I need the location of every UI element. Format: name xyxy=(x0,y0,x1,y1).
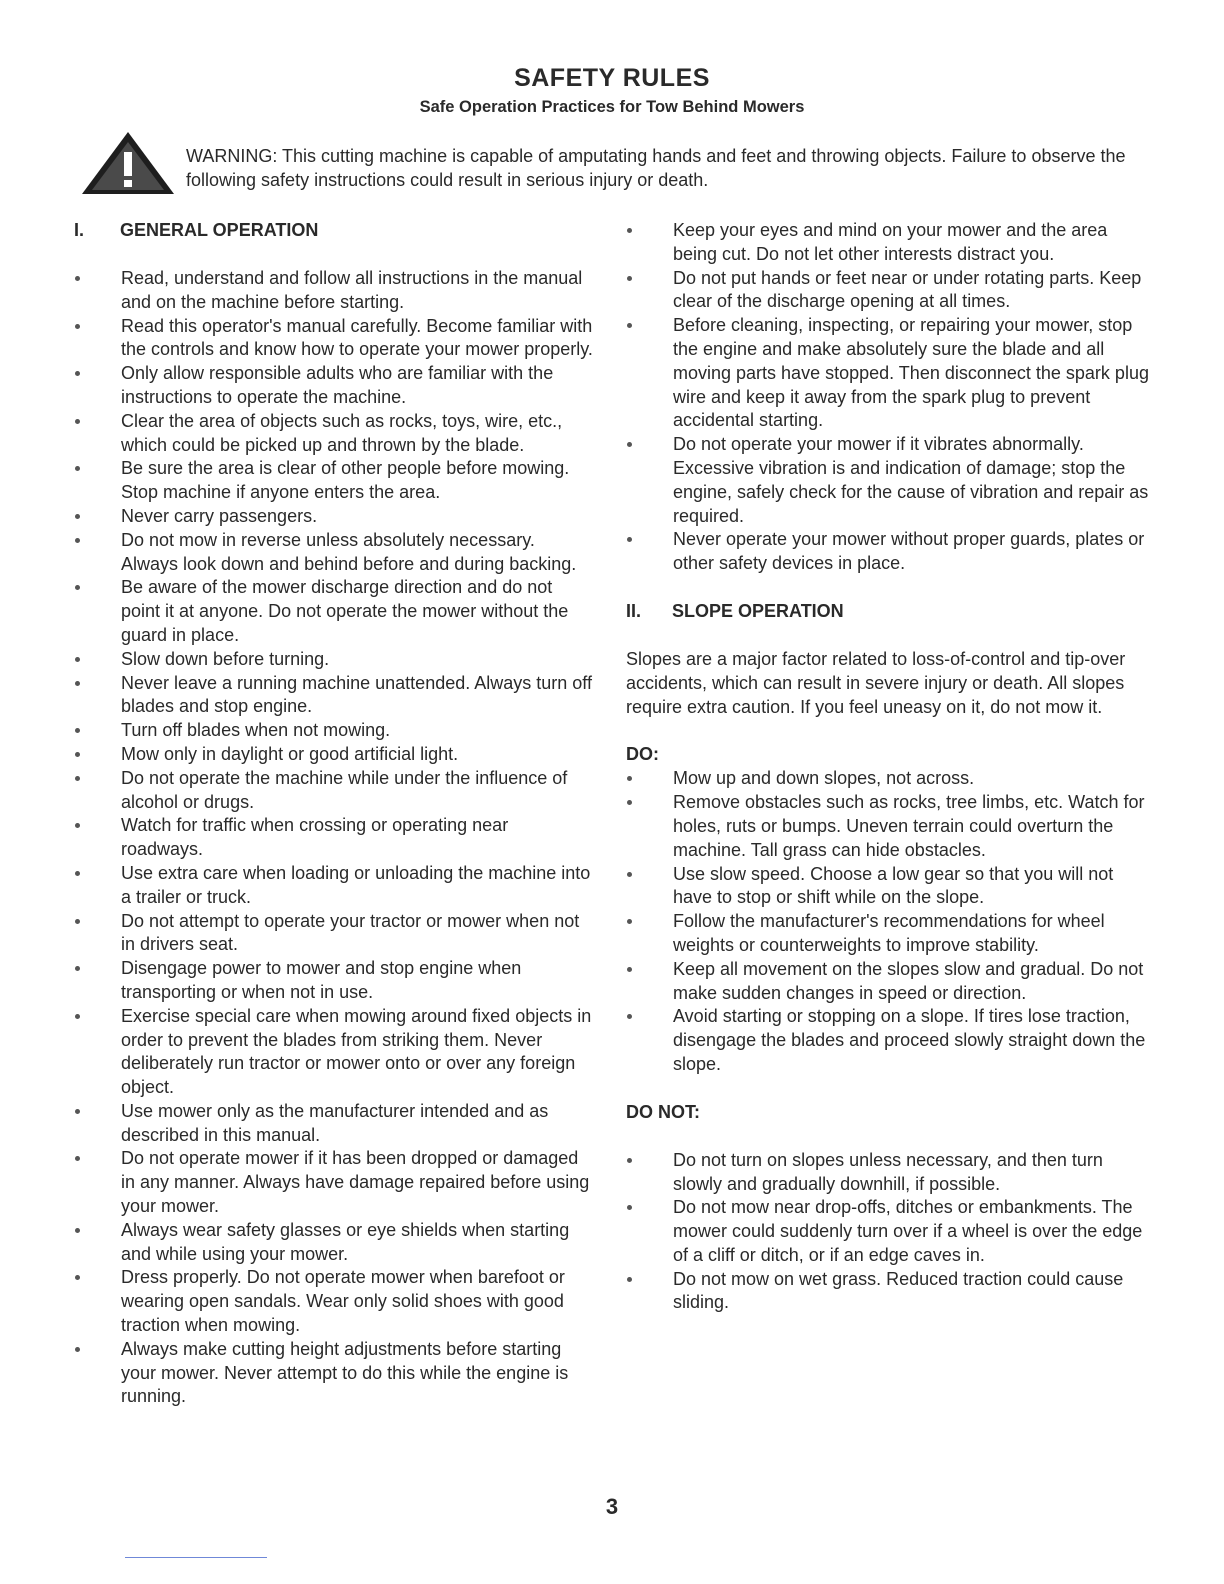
list-item: Do not put hands or feet near or under rotating parts. Keep clear of the discharge opening at all times. xyxy=(626,267,1151,315)
list-item: Remove obstacles such as rocks, tree limbs, etc. Watch for holes, ruts or bumps. Uneven terrain could overturn the machine. Tall grass can hide obstacles. xyxy=(626,791,1151,862)
footer-rule xyxy=(125,1557,267,1558)
list-item: Turn off blades when not mowing. xyxy=(74,719,594,743)
list-item: Do not attempt to operate your tractor or mower when not in drivers seat. xyxy=(74,910,594,958)
general-operation-list-continued xyxy=(626,219,1151,576)
list-item: Use mower only as the manufacturer intended and as described in this manual. xyxy=(74,1100,594,1148)
list-item: Always wear safety glasses or eye shields when starting and while using your mower. xyxy=(74,1219,594,1267)
list-item: Never carry passengers. xyxy=(74,505,594,529)
right-column xyxy=(626,219,1151,1315)
list-item: Exercise special care when mowing around fixed objects in order to prevent the blades from striking them. Never deliberately run tractor or mower onto or over any foreign object. xyxy=(74,1005,594,1100)
list-item: Do not mow on wet grass. Reduced traction could cause sliding. xyxy=(626,1268,1151,1316)
do-list xyxy=(626,767,1151,1076)
left-column xyxy=(74,219,594,1409)
do-not-heading: DO NOT: xyxy=(626,1101,700,1122)
list-item: Only allow responsible adults who are familiar with the instructions to operate the machine. xyxy=(74,362,594,410)
list-item: Before cleaning, inspecting, or repairing your mower, stop the engine and make absolutely sure the blade and all moving parts have stopped. Then disconnect the spark plug wire and keep it away from the spark plug to prevent accidental starting. xyxy=(626,314,1151,433)
section-number: I. xyxy=(74,220,85,240)
list-item: Read this operator's manual carefully. Become familiar with the controls and know how to operate your mower properly. xyxy=(74,315,594,363)
list-item: Do not operate your mower if it vibrates abnormally. Excessive vibration is and indication of damage; stop the engine, safely check for the cause of vibration and repair as required. xyxy=(626,433,1151,528)
list-item: Clear the area of objects such as rocks, toys, wire, etc., which could be picked up and thrown by the blade. xyxy=(74,410,594,458)
list-item: Always make cutting height adjustments before starting your mower. Never attempt to do this while the engine is running. xyxy=(74,1338,594,1409)
list-item: Do not operate mower if it has been dropped or damaged in any manner. Always have damage repaired before using your mower. xyxy=(74,1147,594,1218)
list-item: Avoid starting or stopping on a slope. If tires lose traction, disengage the blades and proceed slowly straight down the slope. xyxy=(626,1005,1151,1076)
warning-text: WARNING: This cutting machine is capable of amputating hands and feet and throwing objects. Failure to observe the following safety instructions could result in serious injury or death. xyxy=(186,146,1126,190)
do-not-list xyxy=(626,1149,1151,1316)
page-subtitle: Safe Operation Practices for Tow Behind Mowers xyxy=(419,98,805,116)
list-item: Mow only in daylight or good artificial light. xyxy=(74,743,594,767)
list-item: Disengage power to mower and stop engine when transporting or when not in use. xyxy=(74,957,594,1005)
do-heading: DO: xyxy=(626,744,659,765)
list-item: Be aware of the mower discharge direction and do not point it at anyone. Do not operate the mower without the guard in place. xyxy=(74,576,594,647)
list-item: Do not mow in reverse unless absolutely necessary. Always look down and behind before and during backing. xyxy=(74,529,594,577)
list-item: Be sure the area is clear of other people before mowing. Stop machine if anyone enters the area. xyxy=(74,457,594,505)
list-item: Slow down before turning. xyxy=(74,648,594,672)
section-heading-slope xyxy=(626,600,1151,624)
general-operation-list xyxy=(74,267,594,1409)
section-title: GENERAL OPERATION xyxy=(120,220,319,240)
section-heading-general xyxy=(74,219,594,243)
list-item: Never leave a running machine unattended. Always turn off blades and stop engine. xyxy=(74,672,594,720)
list-item: Read, understand and follow all instructions in the manual and on the machine before starting. xyxy=(74,267,594,315)
page-number: 3 xyxy=(605,1494,619,1519)
list-item: Watch for traffic when crossing or operating near roadways. xyxy=(74,814,594,862)
page-title: SAFETY RULES xyxy=(514,64,710,92)
list-item: Keep all movement on the slopes slow and gradual. Do not make sudden changes in speed or direction. xyxy=(626,958,1151,1006)
list-item: Never operate your mower without proper guards, plates or other safety devices in place. xyxy=(626,528,1151,576)
list-item: Dress properly. Do not operate mower when barefoot or wearing open sandals. Wear only solid shoes with good traction when mowing. xyxy=(74,1266,594,1337)
slope-intro: Slopes are a major factor related to loss-of-control and tip-over accidents, which can result in severe injury or death. All slopes require extra caution. If you feel uneasy on it, do not mow it. xyxy=(626,648,1126,717)
list-item: Do not turn on slopes unless necessary, and then turn slowly and gradually downhill, if possible. xyxy=(626,1149,1151,1197)
list-item: Use slow speed. Choose a low gear so that you will not have to stop or shift while on the slope. xyxy=(626,863,1151,911)
list-item: Do not operate the machine while under the influence of alcohol or drugs. xyxy=(74,767,594,815)
list-item: Follow the manufacturer's recommendations for wheel weights or counterweights to improve stability. xyxy=(626,910,1151,958)
warning-triangle-icon xyxy=(80,130,176,196)
list-item: Mow up and down slopes, not across. xyxy=(626,767,1151,791)
section-title: SLOPE OPERATION xyxy=(672,600,844,621)
section-number: II. xyxy=(626,600,642,621)
list-item: Use extra care when loading or unloading the machine into a trailer or truck. xyxy=(74,862,594,910)
list-item: Keep your eyes and mind on your mower and the area being cut. Do not let other interests distract you. xyxy=(626,219,1151,267)
list-item: Do not mow near drop-offs, ditches or embankments. The mower could suddenly turn over if a wheel is over the edge of a cliff or ditch, or if an edge caves in. xyxy=(626,1196,1151,1267)
